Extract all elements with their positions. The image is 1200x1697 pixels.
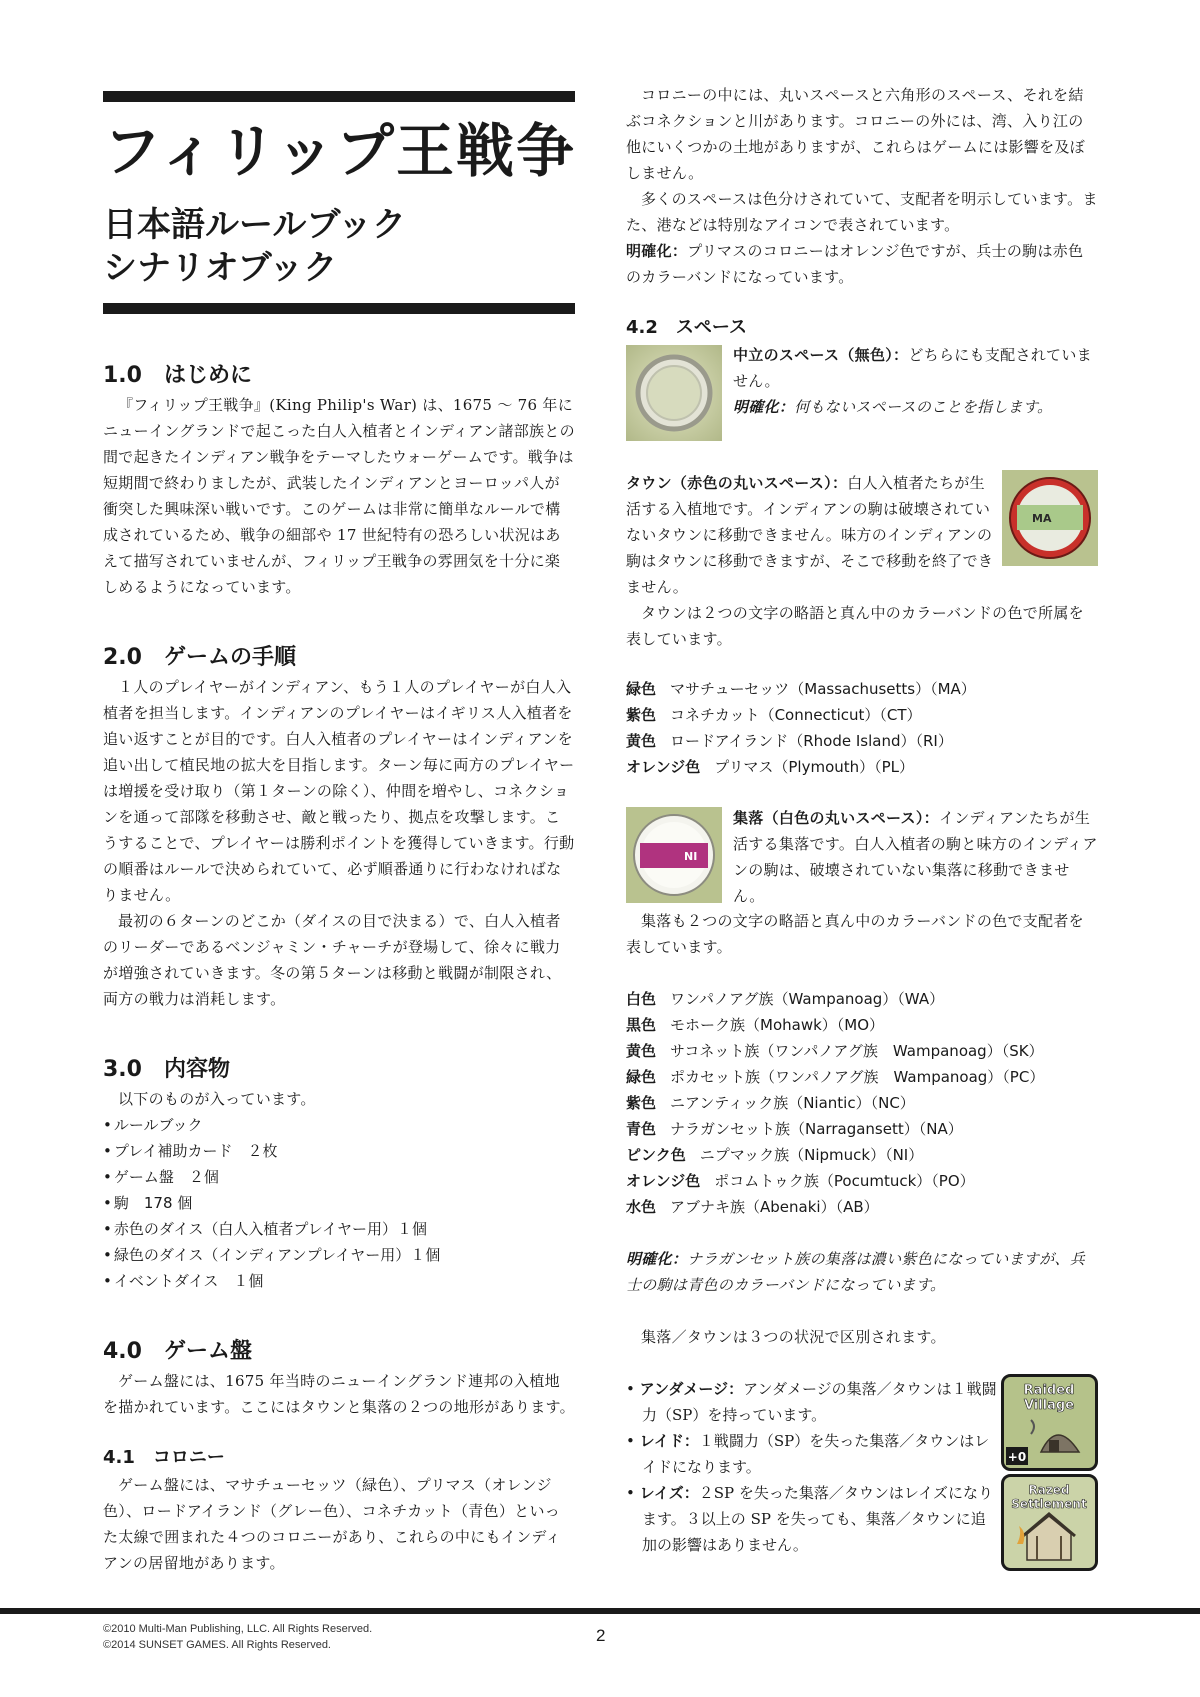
town-abbreviation: MA [1032,512,1052,525]
contents-list [103,1112,575,1294]
list-item: 紫色 ニアンティック族（Niantic）（NC） [626,1094,915,1112]
section-1-body: 『フィリップ王戦争』(King Philip's War) は、1675 ～ 76 年にニューイングランドで起こった白人入植者とインディアン諸部族との間で起きたインディアン戦争をテーマしたウォーゲームです。戦争は短期間で終わりましたが、武装したインディアンとヨーロッパ人が衝突した興味深い戦いです。このゲームは非常に簡単なルールで構成されているため、戦争の細部や 17 世紀特有の恐ろしい状況はあえて描写されていませんが、フィリップ王戦争の雰囲気を十分に楽しめるようになっています。 [103,396,575,596]
clarification-narragansett: 明確化：ナラガンセット族の集落は濃い紫色になっていますが、兵士の駒は青色のカラーバンドになっています。 [626,1250,1086,1294]
list-item: • 駒 178 個 [103,1190,575,1216]
list-item: • イベントダイス １個 [103,1268,575,1294]
list-item: • ルールブック [103,1112,575,1138]
list-item: 水色 アブナキ族（Abenaki）（AB） [626,1198,879,1216]
clarification-plymouth [626,238,1098,290]
status-intro: 集落／タウンは３つの状況で区別されます。 [641,1328,946,1346]
footer-rule [0,1608,1200,1614]
title-top-rule [103,91,575,102]
section-4-heading: 4.0 ゲーム盤 [103,1339,252,1364]
list-item: 緑色 ポカセット族（ワンパノアグ族 Wampanoag）（PC） [626,1068,1045,1086]
title-bottom-rule [103,303,575,314]
page-number: 2 [596,1626,606,1645]
list-item: • 赤色のダイス（白人入植者プレイヤー用）１個 [103,1216,575,1242]
razed-card-title: Razed Settlement [1011,1483,1087,1511]
subtitle-rulebook: 日本語ルールブック [103,205,406,245]
section-1-heading: 1.0 はじめに [103,363,252,388]
section-4-2-heading: 4.2 スペース [626,317,747,338]
list-item: 紫色 コネチカット（Connecticut）（CT） [626,706,922,724]
village-space-icon [626,807,722,903]
list-item: 黄色 サコネット族（ワンパノアグ族 Wampanoag）（SK） [626,1042,1044,1060]
clarification-text: プリマスのコロニーはオレンジ色ですが、兵士の駒は赤色のカラーバンドになっています。 [626,242,1084,286]
section-2-heading: 2.0 ゲームの手順 [103,645,296,670]
list-item: • レイド：１戦闘力（SP）を失った集落／タウンはレイドになります。 [626,1428,998,1480]
list-item: 白色 ワンパノアグ族（Wampanoag）（WA） [626,990,945,1008]
space-colors-text: 多くのスペースは色分けされていて、支配者を明示しています。また、港などは特別なアイコンで表されています。 [626,190,1098,234]
copyright-line-1: ©2010 Multi-Man Publishing, LLC. All Rights Reserved. [103,1623,373,1635]
list-item: • ゲーム盤 ２個 [103,1164,575,1190]
list-item: ピンク色 ニプマック族（Nipmuck）（NI） [626,1146,924,1164]
town-space-icon [1002,470,1098,566]
neutral-clarification: 明確化：何もないスペースのことを指します。 [733,398,1053,416]
town-abbr-note: タウンは２つの文字の略語と真ん中のカラーバンドの色で所属を表しています。 [626,604,1084,648]
status-list [626,1376,998,1558]
section-3-heading: 3.0 内容物 [103,1057,230,1082]
list-item: • プレイ補助カード ２枚 [103,1138,575,1164]
section-2-body-1: １人のプレイヤーがインディアン、もう１人のプレイヤーが白人入植者を担当します。インディアンのプレイヤーはイギリス人入植者を追い返すことが目的です。白人入植者のプレイヤーはインディアンを追い出して植民地の拡大を目指します。ターン毎に両方のプレイヤーは増援を受け取り（第１ターンの除く）、仲間を増やし、コネクションを通って部隊を移動させ、敵と戦ったり、拠点を攻撃します。こうすることで、プレイヤーは勝利ポイントを獲得していきます。行動の順番はルールで決められていて、必ず順番通りに行わなければなりません。 [103,678,575,904]
list-item: オレンジ色 ポコムトゥク族（Pocumtuck）（PO） [626,1172,975,1190]
section-2-body-2: 最初の６ターンのどこか（ダイスの目で決まる）で、白人入植者のリーダーであるベンジャミン・チャーチが登場して、徐々に戦力が増強されていきます。冬の第５ターンは移動と戦闘が制限され、両方の戦力は消耗します。 [103,912,562,1008]
raided-card-title: Raided Village [1023,1383,1075,1413]
colony-color-list [626,676,1098,780]
neutral-space-text: 中立のスペース（無色）：どちらにも支配されていません。 [733,346,1092,390]
raided-village-counter-icon [1001,1374,1098,1471]
village-abbr-note: 集落も２つの文字の略語と真ん中のカラーバンドの色で支配者を表しています。 [626,912,1084,956]
colony-spaces-text: コロニーの中には、丸いスペースと六角形のスペース、それを結ぶコネクションと川があります。コロニーの外には、湾、入り江の他にいくつかの土地がありますが、これらはゲームには影響を及ぼしません。 [626,86,1086,182]
section-3-intro: 以下のものが入っています。 [118,1090,316,1108]
list-item: 黄色 ロードアイランド（Rhode Island）（RI） [626,732,953,750]
raided-card-value: +0 [1007,1450,1027,1464]
copyright-line-2: ©2014 SUNSET GAMES. All Rights Reserved. [103,1639,331,1651]
clarification-label: 明確化： [626,242,688,260]
village-text: 集落（白色の丸いスペース）：インディアンたちが生活する集落です。白人入植者の駒と味方のインディアンの駒は、破壊されていない集落に移動できません。 [733,809,1098,905]
list-item: 緑色 マサチューセッツ（Massachusetts）（MA） [626,680,976,698]
list-item: 黒色 モホーク族（Mohawk）（MO） [626,1016,885,1034]
tribe-color-list [626,986,1098,1220]
town-text: タウン（赤色の丸いスペース）：白人入植者たちが生活する入植地です。インディアンの駒は破壊されていないタウンに移動できません。味方のインディアンの駒はタウンに移動できますが、そこで移動を終了できません。 [626,474,994,596]
neutral-space-icon [626,345,722,441]
list-item: • レイズ：２SP を失った集落／タウンはレイズになります。３以上の SP を失っても、集落／タウンに追加の影響はありません。 [626,1480,998,1558]
list-item: 青色 ナラガンセット族（Narragansett）（NA） [626,1120,963,1138]
list-item: • アンダメージ：アンダメージの集落／タウンは１戦闘力（SP）を持っています。 [626,1376,998,1428]
subtitle-scenario: シナリオブック [103,248,338,288]
list-item: オレンジ色 プリマス（Plymouth）（PL） [626,758,915,776]
razed-settlement-counter-icon [1001,1474,1098,1571]
section-4-body: ゲーム盤には、1675 年当時のニューイングランド連邦の入植地を描かれています。ここにはタウンと集落の２つの地形があります。 [103,1372,575,1416]
section-4-1-heading: 4.1 コロニー [103,1447,225,1468]
village-abbreviation: NI [684,850,698,863]
page-title: フィリップ王戦争 [103,117,577,185]
section-4-1-body: ゲーム盤には、マサチューセッツ（緑色）、プリマス（オレンジ色）、ロードアイランド（グレー色）、コネチカット（青色）といった太線で囲まれた４つのコロニーがあり、これらの中にもインディアンの居留地があります。 [103,1476,561,1572]
list-item: • 緑色のダイス（インディアンプレイヤー用）１個 [103,1242,575,1268]
